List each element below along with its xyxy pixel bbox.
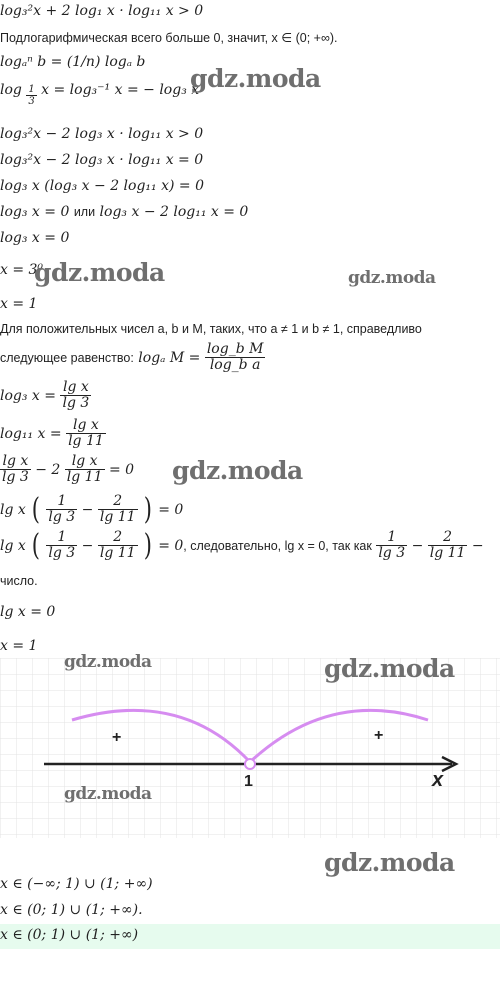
case-two: log₃ x − 2 log₁₁ x = 0 bbox=[99, 204, 249, 220]
fraction-denominator: lg 11 bbox=[429, 545, 466, 562]
left-paren: ( bbox=[32, 527, 41, 563]
log11-lhs: log₁₁ x = bbox=[0, 425, 62, 442]
conclusion-note: , следовательно, lg x = 0, так как bbox=[183, 538, 372, 553]
log-word: log bbox=[0, 82, 22, 98]
number-word: число. bbox=[0, 574, 38, 588]
final-answer: x ∈ (0; 1) ∪ (1; +∞) bbox=[0, 927, 139, 943]
fraction-numerator: 2 bbox=[98, 494, 138, 510]
number-line-diagram bbox=[0, 658, 500, 838]
fraction-denominator: lg 11 bbox=[99, 545, 136, 562]
fraction-denominator: lg 11 bbox=[68, 433, 104, 450]
answer-highlight bbox=[0, 924, 500, 949]
right-paren: ) bbox=[143, 527, 152, 563]
answer-line-two: x ∈ (0; 1) ∪ (1; +∞). bbox=[0, 902, 143, 918]
theorem-note: Для положительных чисел a, b и M, таких, что a ≠ 1 и b ≠ 1, справедливо bbox=[0, 322, 422, 336]
fraction-denominator: log_b a bbox=[209, 357, 261, 374]
lg-equation-line bbox=[0, 454, 134, 486]
log11-fraction bbox=[66, 418, 106, 450]
change-of-base-lhs: logₐ M = bbox=[138, 349, 201, 366]
log-conversion: x = log₃⁻¹ x = − log₃ x bbox=[41, 82, 200, 98]
minus-sign: − bbox=[81, 537, 94, 554]
answer-line-one: x ∈ (−∞; 1) ∪ (1; +∞) bbox=[0, 876, 153, 892]
lg-zero-line: lg x = 0 bbox=[0, 604, 56, 620]
watermark: gdz.moda bbox=[190, 64, 321, 93]
fraction-numerator: lg x bbox=[65, 454, 105, 470]
watermark: gdz.moda bbox=[64, 652, 152, 672]
fraction-numerator: log_b M bbox=[206, 341, 264, 357]
cases-line bbox=[0, 204, 248, 220]
two-over-lg11 bbox=[98, 494, 138, 526]
equals-zero: = 0 bbox=[158, 537, 184, 554]
log11-to-lg-line bbox=[0, 418, 106, 450]
lg-fraction-one bbox=[0, 454, 31, 486]
fraction-denominator: lg 3 bbox=[62, 395, 90, 412]
watermark: gdz.moda bbox=[324, 848, 455, 877]
one-over-lg3 bbox=[46, 530, 77, 562]
sign-left: + bbox=[112, 729, 122, 746]
watermark: gdz.moda bbox=[172, 456, 303, 485]
lg-x: lg x bbox=[0, 501, 26, 518]
fraction-numerator: 1 bbox=[376, 530, 407, 546]
excluded-point bbox=[245, 759, 255, 769]
fraction-numerator: 2 bbox=[428, 530, 468, 546]
lg-fraction-two bbox=[65, 454, 105, 486]
case-one-line: log₃ x = 0 bbox=[0, 230, 70, 246]
change-of-base-line bbox=[0, 342, 265, 374]
base-denominator: 3 bbox=[28, 96, 35, 107]
watermark: gdz.moda bbox=[64, 784, 152, 804]
inequality-line: log₃²x + 2 log₁ x · log₁₁ x > 0 bbox=[0, 3, 204, 19]
theorem-note-start: следующее равенство: bbox=[0, 350, 134, 365]
minus-two: − 2 bbox=[35, 461, 61, 478]
fraction-numerator: lg x bbox=[0, 454, 31, 470]
final-root-line: x = 1 bbox=[0, 638, 38, 654]
log-property-line: logₐⁿ b = (1/n) logₐ b bbox=[0, 54, 146, 70]
fraction-numerator: 2 bbox=[98, 530, 138, 546]
log3-fraction bbox=[60, 380, 91, 412]
left-paren: ( bbox=[32, 491, 41, 527]
equation-line: log₃²x − 2 log₃ x · log₁₁ x = 0 bbox=[0, 152, 204, 168]
grid-background bbox=[0, 658, 500, 838]
fraction-denominator: lg 3 bbox=[2, 469, 29, 486]
or-word: или bbox=[73, 205, 96, 219]
log-base-one-third-line bbox=[0, 82, 199, 107]
watermark: gdz.moda bbox=[34, 258, 165, 287]
minus-sign: − bbox=[81, 501, 94, 518]
base-fraction bbox=[26, 84, 36, 107]
fraction-numerator: 1 bbox=[46, 530, 77, 546]
equals-zero: = 0 bbox=[158, 501, 184, 518]
right-paren: ) bbox=[143, 491, 152, 527]
two-over-lg11 bbox=[98, 530, 138, 562]
inequality-converted: log₃²x − 2 log₃ x · log₁₁ x > 0 bbox=[0, 126, 204, 142]
lg-x: lg x bbox=[0, 537, 26, 554]
watermark: gdz.moda bbox=[348, 268, 436, 288]
lg-factored-line bbox=[0, 491, 184, 527]
domain-note: Подлогарифмическая всего больше 0, значит, x ∈ (0; +∞). bbox=[0, 31, 338, 45]
axis-label: x bbox=[432, 769, 444, 791]
equals-zero: = 0 bbox=[108, 461, 135, 478]
trailing-minus: − bbox=[471, 537, 484, 554]
two-over-lg11 bbox=[428, 530, 468, 562]
fraction-numerator: lg x bbox=[66, 418, 106, 434]
change-of-base-fraction bbox=[205, 342, 266, 374]
fraction-denominator: lg 3 bbox=[48, 509, 76, 526]
fraction-denominator: lg 11 bbox=[99, 509, 136, 526]
fraction-numerator: lg x bbox=[60, 380, 91, 396]
sign-right: + bbox=[374, 727, 384, 744]
fraction-denominator: lg 3 bbox=[378, 545, 406, 562]
root-line: x = 1 bbox=[0, 296, 38, 312]
one-over-lg3 bbox=[376, 530, 407, 562]
fraction-denominator: lg 3 bbox=[48, 545, 76, 562]
factored-line: log₃ x (log₃ x − 2 log₁₁ x) = 0 bbox=[0, 178, 204, 194]
base-numerator: 1 bbox=[28, 84, 35, 95]
one-over-lg3 bbox=[46, 494, 77, 526]
watermark: gdz.moda bbox=[324, 654, 455, 683]
lg-conclusion-line bbox=[0, 527, 484, 563]
fraction-denominator: lg 11 bbox=[66, 469, 103, 486]
log3-to-lg-line bbox=[0, 380, 91, 412]
point-label: 1 bbox=[244, 773, 253, 790]
power-line: x = 3⁰ bbox=[0, 262, 44, 278]
minus-sign: − bbox=[411, 537, 424, 554]
log3-lhs: log₃ x = bbox=[0, 387, 57, 404]
case-one: log₃ x = 0 bbox=[0, 204, 70, 220]
fraction-numerator: 1 bbox=[46, 494, 77, 510]
